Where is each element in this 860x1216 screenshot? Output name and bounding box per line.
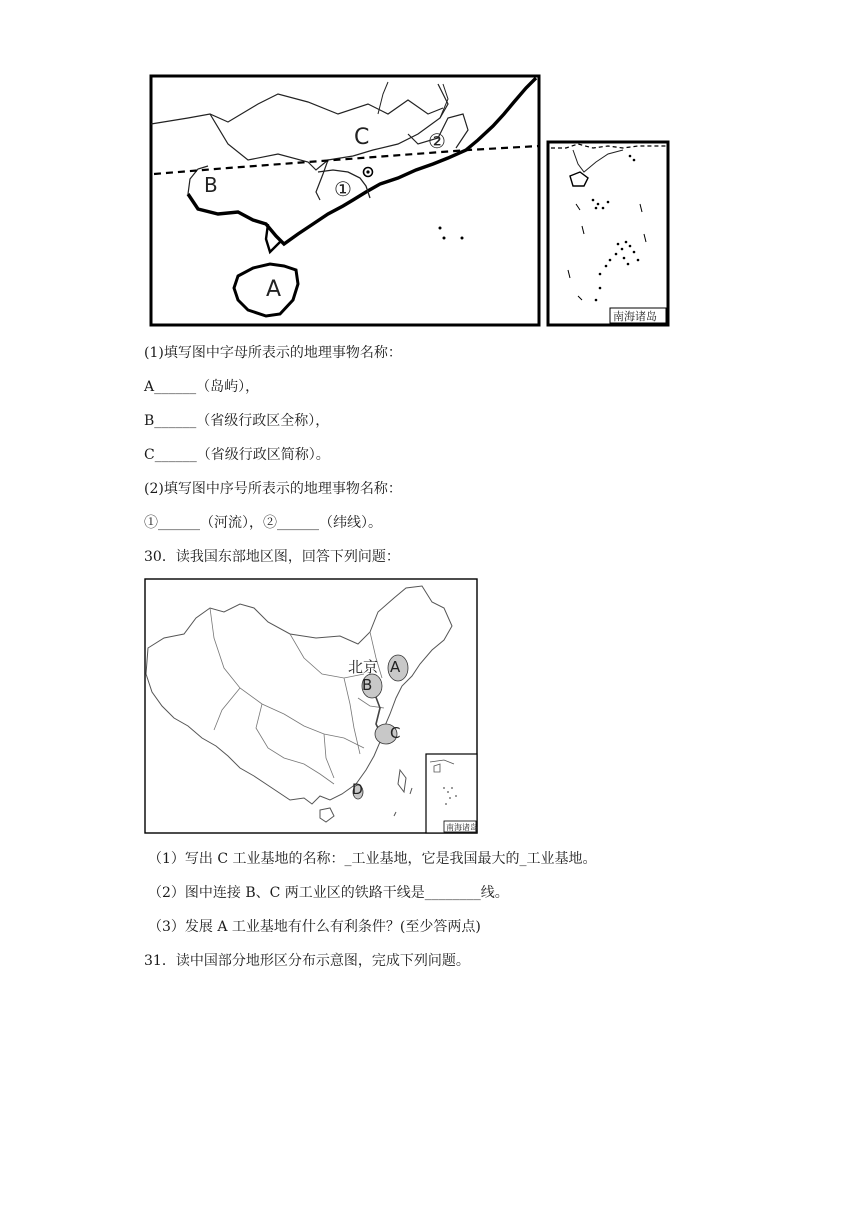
q29-a-line: A______（岛屿）， — [144, 379, 260, 395]
q30-sub2: （2）图中连接 B、C 两工业区的铁路干线是________线。 — [148, 885, 509, 901]
q29-part2-prompt: (2)填写图中序号所表示的地理事物名称： — [144, 481, 402, 497]
map-east-china — [144, 578, 480, 836]
map2-inset-label: 南海诸岛 — [446, 823, 478, 832]
map1-label-latitude: ② — [428, 129, 446, 153]
map1-label-b: B — [204, 173, 218, 197]
map1-inset-label: 南海诸岛 — [613, 310, 657, 323]
q29-c-line: C______（省级行政区简称）。 — [144, 447, 330, 463]
map2-label-beijing: 北京 — [348, 658, 379, 676]
q31-title: 31．读中国部分地形区分布示意图，完成下列问题。 — [144, 953, 470, 969]
map2-label-d: D — [352, 782, 363, 798]
map1-label-a: A — [266, 277, 282, 302]
q30-sub1: （1）写出 C 工业基地的名称：_工业基地，它是我国最大的_工业基地。 — [148, 851, 597, 867]
map-south-china — [148, 74, 672, 328]
q30-title: 30．读我国东部地区图，回答下列问题： — [144, 549, 400, 565]
q29-b-line: B______（省级行政区全称）， — [144, 413, 330, 429]
map2-label-a: A — [390, 658, 401, 676]
map1-label-river: ① — [334, 177, 352, 201]
q30-sub3: （3）发展 A 工业基地有什么有利条件？(至少答两点) — [148, 919, 481, 935]
q29-numbered-line: ①______（河流），②______（纬线）。 — [144, 515, 382, 531]
map2-label-b: B — [362, 676, 373, 694]
q29-part1-prompt: (1)填写图中字母所表示的地理事物名称： — [144, 345, 402, 361]
map1-label-c: C — [354, 125, 370, 150]
map2-label-c: C — [390, 724, 401, 742]
